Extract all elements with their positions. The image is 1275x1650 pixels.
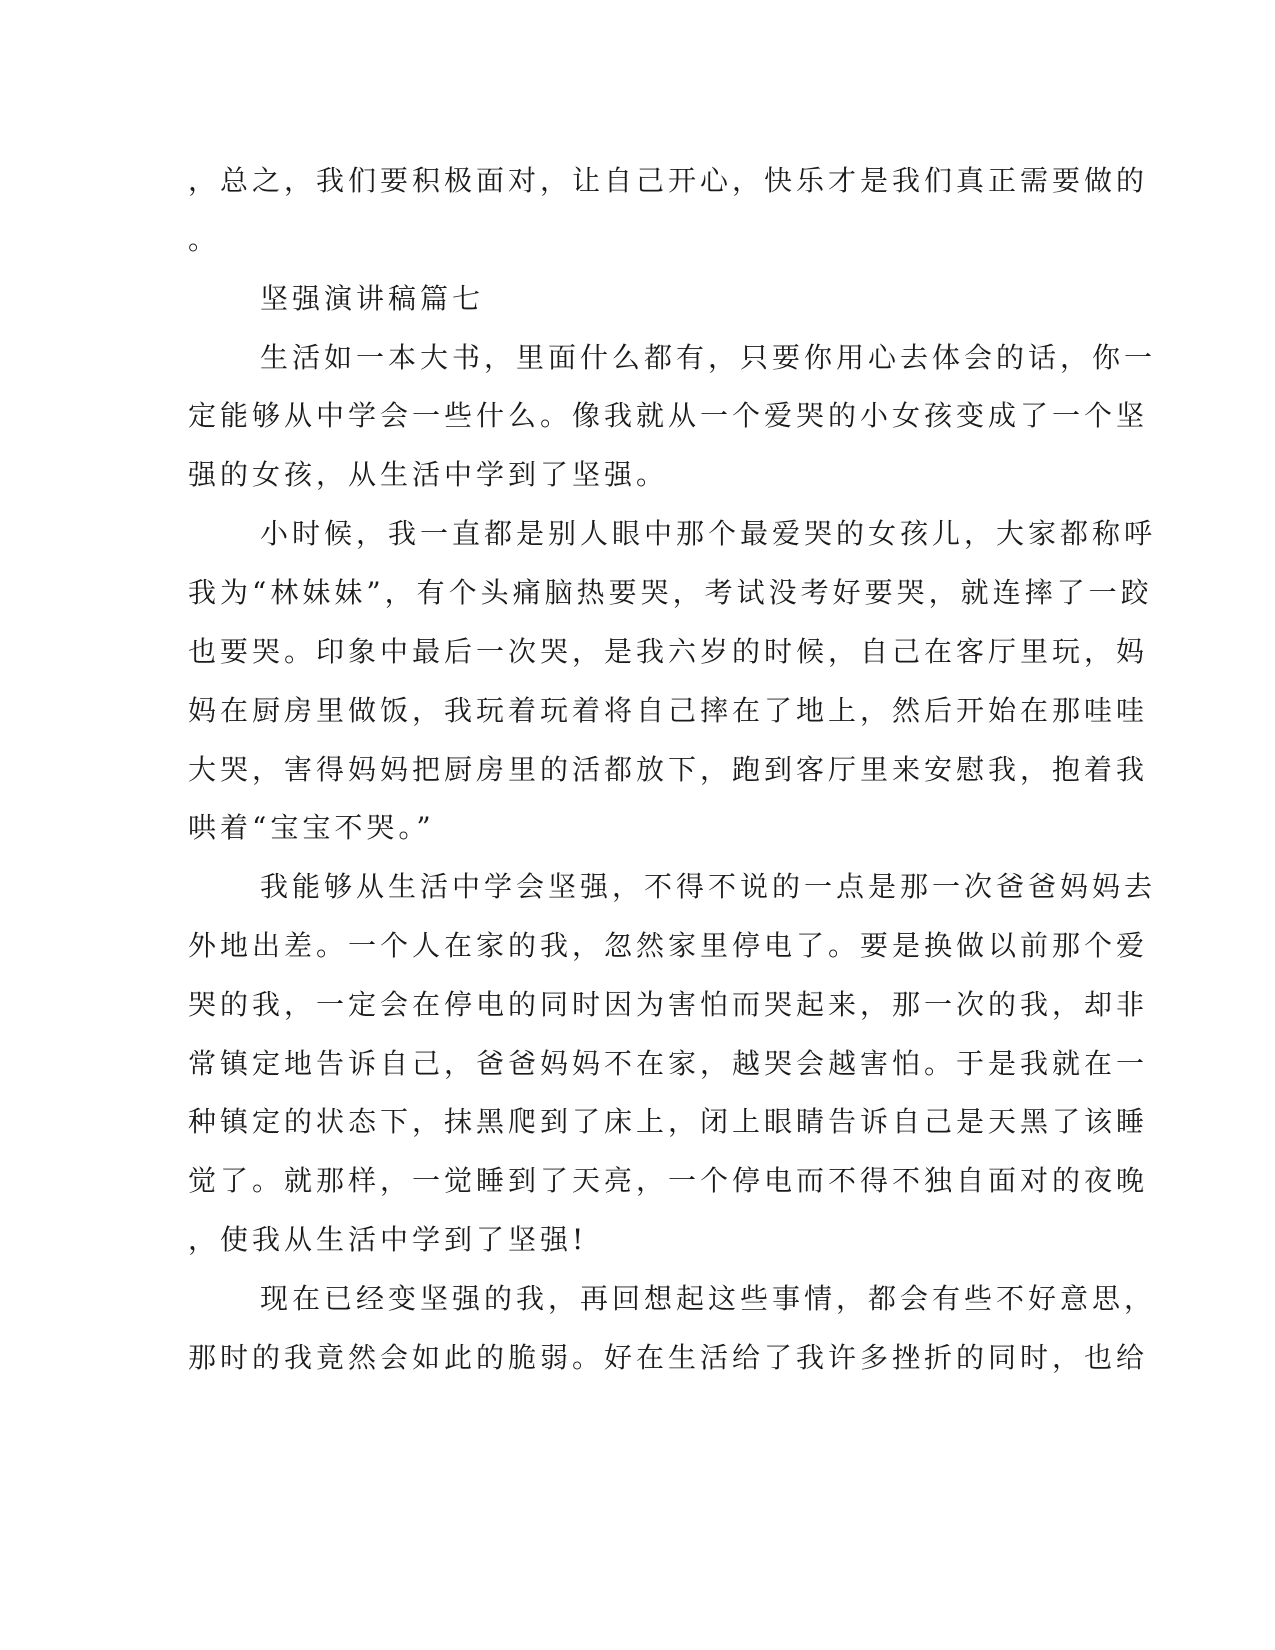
section-heading: 坚强演讲稿篇七 (260, 282, 485, 315)
text-line: 哄着“宝宝不哭。” (188, 811, 435, 844)
text-line: 妈在厨房里做饭，我玩着玩着将自己摔在了地上，然后开始在那哇哇 (188, 694, 1149, 727)
text-line: 我为“林妹妹”，有个头痛脑热要哭，考试没考好要哭，就连摔了一跤 (188, 576, 1153, 609)
paragraph-start-line: 小时候，我一直都是别人眼中那个最爱哭的女孩儿，大家都称呼 (260, 517, 1157, 550)
text-line: 外地出差。一个人在家的我，忽然家里停电了。要是换做以前那个爱 (188, 929, 1149, 962)
paragraph-start-line: 现在已经变坚强的我，再回想起这些事情，都会有些不好意思， (260, 1282, 1157, 1315)
text-line: 哭的我，一定会在停电的同时因为害怕而哭起来，那一次的我，却非 (188, 988, 1149, 1021)
text-line: 种镇定的状态下，抹黑爬到了床上，闭上眼睛告诉自己是天黑了该睡 (188, 1105, 1149, 1138)
text-line: ，使我从生活中学到了坚强! (188, 1223, 588, 1256)
text-line: 也要哭。印象中最后一次哭，是我六岁的时候，自己在客厅里玩，妈 (188, 635, 1149, 668)
text-line: 常镇定地告诉自己，爸爸妈妈不在家，越哭会越害怕。于是我就在一 (188, 1047, 1149, 1080)
text-line: 大哭，害得妈妈把厨房里的活都放下，跑到客厅里来安慰我，抱着我 (188, 753, 1149, 786)
text-line: 强的女孩，从生活中学到了坚强。 (188, 458, 669, 491)
paragraph-start-line: 生活如一本大书，里面什么都有，只要你用心去体会的话，你一 (260, 341, 1157, 374)
text-line: 觉了。就那样，一觉睡到了天亮，一个停电而不得不独自面对的夜晚 (188, 1164, 1149, 1197)
text-line: 。 (188, 223, 221, 256)
text-line: 定能够从中学会一些什么。像我就从一个爱哭的小女孩变成了一个坚 (188, 399, 1149, 432)
text-line: 那时的我竟然会如此的脆弱。好在生活给了我许多挫折的同时，也给 (188, 1341, 1149, 1374)
paragraph-start-line: 我能够从生活中学会坚强，不得不说的一点是那一次爸爸妈妈去 (260, 870, 1157, 903)
text-line: ，总之，我们要积极面对，让自己开心，快乐才是我们真正需要做的 (188, 164, 1149, 197)
